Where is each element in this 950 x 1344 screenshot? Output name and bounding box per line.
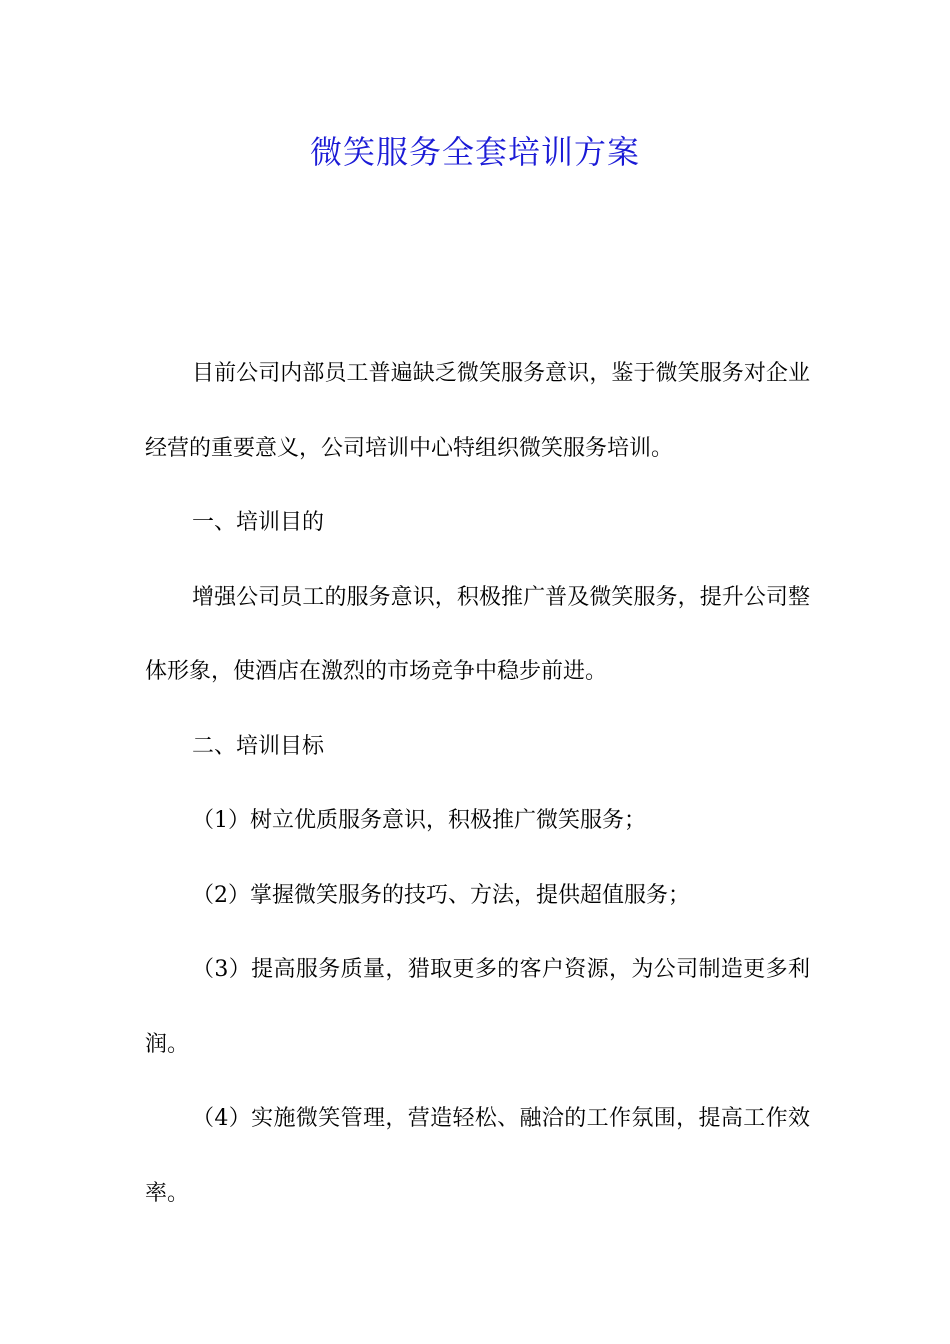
section-heading-goals: 二、培训目标 (192, 733, 325, 759)
document-body (145, 337, 810, 1231)
intro-paragraph: 目前公司内部员工普遍缺乏微笑服务意识，鉴于微笑服务对企业经营的重要意义，公司培训中心特组织微笑服务培训。 (145, 361, 810, 461)
goal-item-1: （1）树立优质服务意识，积极推广微笑服务； (192, 808, 646, 833)
section-heading-purpose: 一、培训目的 (192, 510, 325, 535)
goal-item-3: （3）提高服务质量，猎取更多的客户资源，为公司制造更多利润。 (145, 957, 810, 1057)
goal-item-4: （4）实施微笑管理，营造轻松、融洽的工作氛围，提高工作效率。 (145, 1106, 810, 1206)
document-title: 微笑服务全套培训方案 (309, 133, 640, 171)
goal-item-2: （2）掌握微笑服务的技巧、方法，提供超值服务； (192, 882, 690, 908)
purpose-paragraph: 增强公司员工的服务意识，积极推广普及微笑服务，提升公司整体形象，使酒店在激烈的市场竞争中稳步前进。 (145, 584, 810, 684)
